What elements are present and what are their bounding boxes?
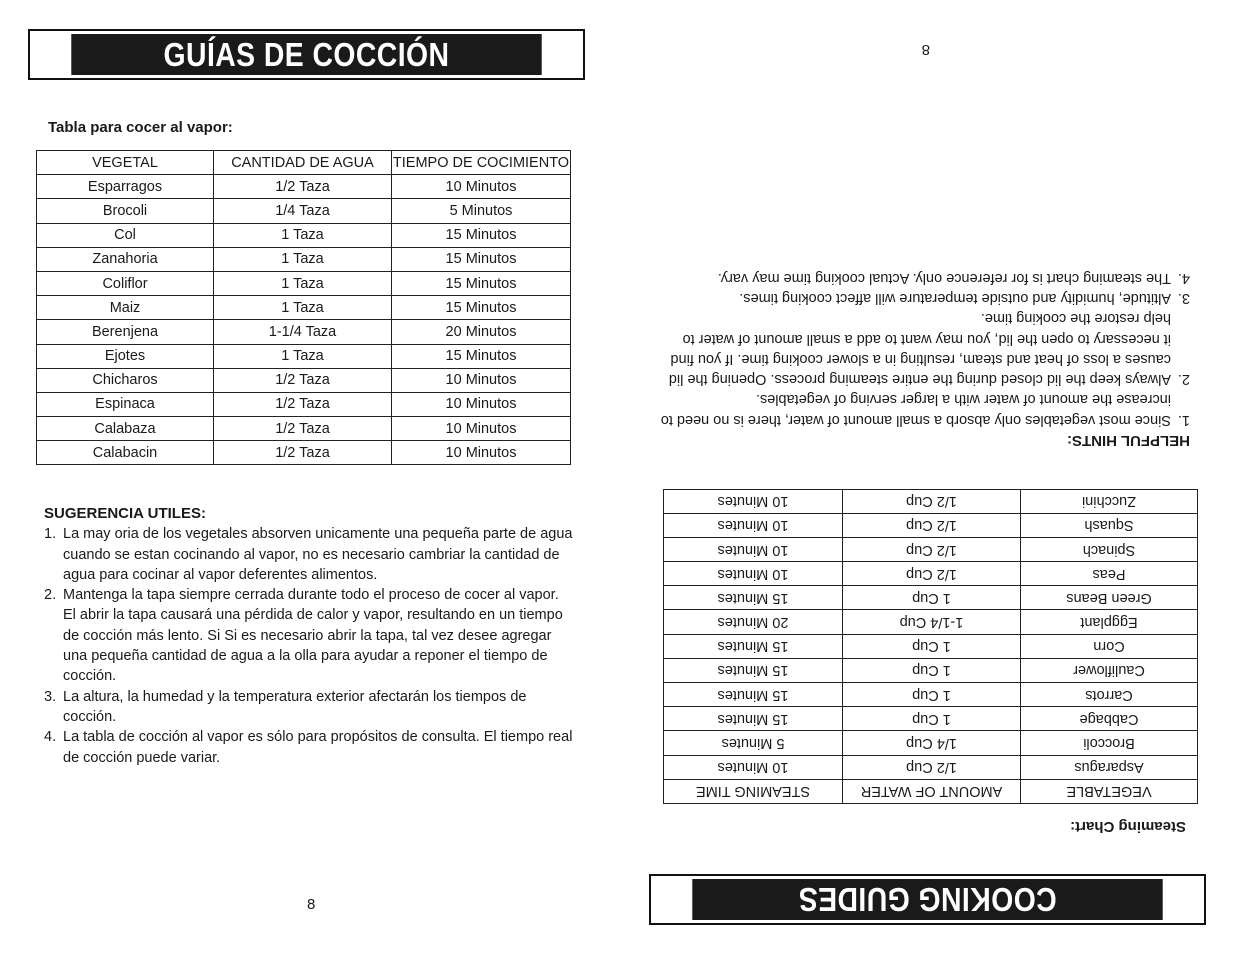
time-cell: 10 Minutos bbox=[392, 368, 571, 392]
table-row bbox=[37, 223, 571, 247]
time-cell: 15 Minutos bbox=[392, 247, 571, 271]
water-amount-cell: 1/2 Cup bbox=[843, 513, 1021, 537]
time-cell: 15 Minutos bbox=[392, 344, 571, 368]
water-amount-cell: 1 Cup bbox=[843, 658, 1021, 682]
water-amount-cell: 1/2 Cup bbox=[843, 537, 1021, 561]
column-header: VEGETABLE bbox=[1021, 779, 1198, 803]
steaming-table bbox=[663, 489, 1198, 804]
hint-item bbox=[660, 267, 1190, 287]
vegetable-cell: Maiz bbox=[37, 296, 214, 320]
hint-number: 4. bbox=[1177, 269, 1190, 286]
hint-number: 1. bbox=[44, 526, 57, 543]
water-amount-cell: 1 Taza bbox=[214, 344, 392, 368]
water-amount-cell: 1/2 Cup bbox=[843, 562, 1021, 586]
hint-text: The steaming chart is for reference only. Actual cooking time may vary. bbox=[717, 269, 1171, 286]
time-cell: 15 Minutes bbox=[664, 658, 843, 682]
english-page bbox=[617, 0, 1234, 954]
water-amount-cell: 1 Taza bbox=[214, 271, 392, 295]
column-header: AMOUNT OF WATER bbox=[843, 779, 1021, 803]
time-cell: 10 Minutos bbox=[392, 441, 571, 465]
hint-item bbox=[44, 524, 574, 585]
water-amount-cell: 1 Taza bbox=[214, 247, 392, 271]
time-cell: 15 Minutos bbox=[392, 223, 571, 247]
vegetable-cell: Squash bbox=[1021, 513, 1198, 537]
steaming-chart-title: Steaming Chart: bbox=[1070, 818, 1186, 835]
time-cell: 10 Minutes bbox=[664, 537, 843, 561]
vegetable-cell: Coliflor bbox=[37, 271, 214, 295]
water-amount-cell: 1 Taza bbox=[214, 223, 392, 247]
vegetable-cell: Esparragos bbox=[37, 175, 214, 199]
table-row bbox=[664, 489, 1198, 513]
vegetable-cell: Calabacin bbox=[37, 441, 214, 465]
table-header-row bbox=[37, 151, 571, 175]
hint-text: Always keep the lid closed during the entire steaming process. Opening the lid causes a loss of heat and steam, resulting in a slower cooking time. If you find it necessary to open the lid, you may want to add a small amount of water to help restore the cooking time. bbox=[668, 310, 1171, 388]
vegetable-cell: Cauliflower bbox=[1021, 658, 1198, 682]
hints-list bbox=[660, 267, 1190, 429]
hints-title: SUGERENCIA UTILES: bbox=[44, 505, 206, 522]
hints-title: HELPFUL HINTS: bbox=[1066, 432, 1190, 449]
vegetable-cell: Spinach bbox=[1021, 537, 1198, 561]
hint-number: 3. bbox=[1177, 289, 1190, 306]
water-amount-cell: 1-1/4 Taza bbox=[214, 320, 392, 344]
vegetable-cell: Carrots bbox=[1021, 683, 1198, 707]
hint-item bbox=[660, 288, 1190, 308]
time-cell: 10 Minutes bbox=[664, 513, 843, 537]
time-cell: 15 Minutes bbox=[664, 683, 843, 707]
water-amount-cell: 1 Cup bbox=[843, 707, 1021, 731]
column-header: VEGETAL bbox=[37, 151, 214, 175]
time-cell: 10 Minutos bbox=[392, 392, 571, 416]
table-row bbox=[37, 296, 571, 320]
time-cell: 20 Minutos bbox=[392, 320, 571, 344]
hint-number: 4. bbox=[44, 729, 57, 746]
vegetable-cell: Broccoli bbox=[1021, 731, 1198, 755]
vegetable-cell: Ejotes bbox=[37, 344, 214, 368]
water-amount-cell: 1/2 Cup bbox=[843, 755, 1021, 779]
table-row bbox=[37, 199, 571, 223]
table-row bbox=[664, 731, 1198, 755]
table-row bbox=[37, 247, 571, 271]
vegetable-cell: Green Beans bbox=[1021, 586, 1198, 610]
vegetable-cell: Zucchini bbox=[1021, 489, 1198, 513]
time-cell: 10 Minutes bbox=[664, 755, 843, 779]
hints-list bbox=[44, 524, 574, 768]
column-header: TIEMPO DE COCIMIENTO bbox=[392, 151, 571, 175]
table-row bbox=[664, 707, 1198, 731]
table-header-row bbox=[664, 779, 1198, 803]
hint-text: Since most vegetables only absorb a small amount of water, there is no need to increase the amount of water with a larger serving of vegetables. bbox=[660, 391, 1171, 428]
table-row bbox=[37, 417, 571, 441]
column-header: STEAMING TIME bbox=[664, 779, 843, 803]
water-amount-cell: 1/4 Cup bbox=[843, 731, 1021, 755]
water-amount-cell: 1/2 Taza bbox=[214, 392, 392, 416]
hint-number: 1. bbox=[1177, 411, 1190, 428]
hint-text: Mantenga la tapa siempre cerrada durante todo el proceso de cocer al vapor. El abrir la tapa causará una pérdida de calor y vapor, resultando en un tiempo de cocción más lento. Si Si es necesario abrir la tapa, tal vez desee agregar una pequeña cantidad de agua a la olla para ayudar a reponer el tiempo de cocción. bbox=[63, 587, 563, 685]
hint-item bbox=[44, 727, 574, 768]
table-row bbox=[37, 392, 571, 416]
hint-item bbox=[44, 687, 574, 728]
vegetable-cell: Espinaca bbox=[37, 392, 214, 416]
hint-number: 3. bbox=[44, 688, 57, 705]
hints-section bbox=[660, 267, 1190, 450]
table-row bbox=[664, 658, 1198, 682]
table-row bbox=[37, 320, 571, 344]
hint-text: La may oria de los vegetales absorven unicamente una pequeña parte de agua cuando se estan cocinando al vapor, no es necesario cambriar la cantidad de agua para cocinar al vapor deferentes alimentos. bbox=[63, 526, 573, 583]
page-title: GUÍAS DE COCCIÓN bbox=[71, 34, 541, 75]
time-cell: 15 Minutes bbox=[664, 586, 843, 610]
water-amount-cell: 1 Cup bbox=[843, 586, 1021, 610]
time-cell: 20 Minutes bbox=[664, 610, 843, 634]
page-number: 8 bbox=[307, 896, 316, 913]
table-row bbox=[37, 175, 571, 199]
spanish-page bbox=[0, 0, 617, 954]
hint-text: La tabla de cocción al vapor es sólo para propósitos de consulta. El tiempo real de cocción puede variar. bbox=[63, 729, 573, 766]
hint-text: Altitude, humidity and outside temperature will affect cooking times. bbox=[739, 289, 1171, 306]
vegetable-cell: Col bbox=[37, 223, 214, 247]
vegetable-cell: Asparagus bbox=[1021, 755, 1198, 779]
vegetable-cell: Brocoli bbox=[37, 199, 214, 223]
hint-number: 2. bbox=[1177, 371, 1190, 388]
page-number: 8 bbox=[921, 41, 930, 58]
table-row bbox=[37, 368, 571, 392]
table-row bbox=[664, 610, 1198, 634]
water-amount-cell: 1/2 Taza bbox=[214, 175, 392, 199]
water-amount-cell: 1/4 Taza bbox=[214, 199, 392, 223]
vegetable-cell: Cabbage bbox=[1021, 707, 1198, 731]
table-row bbox=[664, 683, 1198, 707]
water-amount-cell: 1 Taza bbox=[214, 296, 392, 320]
vegetable-cell: Peas bbox=[1021, 562, 1198, 586]
table-row bbox=[37, 344, 571, 368]
page-header bbox=[649, 874, 1206, 925]
table-row bbox=[664, 537, 1198, 561]
hint-item bbox=[660, 308, 1190, 389]
hints-section bbox=[44, 504, 574, 768]
water-amount-cell: 1-1/4 Cup bbox=[843, 610, 1021, 634]
hint-text: La altura, la humedad y la temperatura exterior afectarán los tiempos de cocción. bbox=[63, 688, 527, 725]
vegetable-cell: Eggplant bbox=[1021, 610, 1198, 634]
time-cell: 15 Minutos bbox=[392, 296, 571, 320]
vegetable-cell: Chicharos bbox=[37, 368, 214, 392]
water-amount-cell: 1/2 Taza bbox=[214, 368, 392, 392]
table-row bbox=[664, 562, 1198, 586]
table-row bbox=[664, 586, 1198, 610]
hint-item bbox=[44, 585, 574, 686]
time-cell: 5 Minutes bbox=[664, 731, 843, 755]
table-row bbox=[664, 634, 1198, 658]
column-header: CANTIDAD DE AGUA bbox=[214, 151, 392, 175]
time-cell: 10 Minutos bbox=[392, 175, 571, 199]
time-cell: 10 Minutes bbox=[664, 562, 843, 586]
time-cell: 5 Minutos bbox=[392, 199, 571, 223]
table-row bbox=[664, 513, 1198, 537]
table-row bbox=[37, 271, 571, 295]
steaming-table bbox=[36, 150, 571, 465]
vegetable-cell: Calabaza bbox=[37, 417, 214, 441]
hint-number: 2. bbox=[44, 587, 57, 604]
time-cell: 15 Minutos bbox=[392, 271, 571, 295]
page-header bbox=[28, 29, 585, 80]
page-title: COOKING GUIDES bbox=[692, 879, 1162, 920]
table-row bbox=[37, 441, 571, 465]
water-amount-cell: 1 Cup bbox=[843, 683, 1021, 707]
hint-item bbox=[660, 389, 1190, 430]
vegetable-cell: Zanahoria bbox=[37, 247, 214, 271]
steaming-chart-title: Tabla para cocer al vapor: bbox=[48, 119, 233, 136]
water-amount-cell: 1/2 Taza bbox=[214, 417, 392, 441]
time-cell: 10 Minutos bbox=[392, 417, 571, 441]
table-row bbox=[664, 755, 1198, 779]
water-amount-cell: 1/2 Taza bbox=[214, 441, 392, 465]
vegetable-cell: Berenjena bbox=[37, 320, 214, 344]
time-cell: 10 Minutes bbox=[664, 489, 843, 513]
water-amount-cell: 1/2 Cup bbox=[843, 489, 1021, 513]
water-amount-cell: 1 Cup bbox=[843, 634, 1021, 658]
vegetable-cell: Corn bbox=[1021, 634, 1198, 658]
time-cell: 15 Minutes bbox=[664, 707, 843, 731]
time-cell: 15 Minutes bbox=[664, 634, 843, 658]
